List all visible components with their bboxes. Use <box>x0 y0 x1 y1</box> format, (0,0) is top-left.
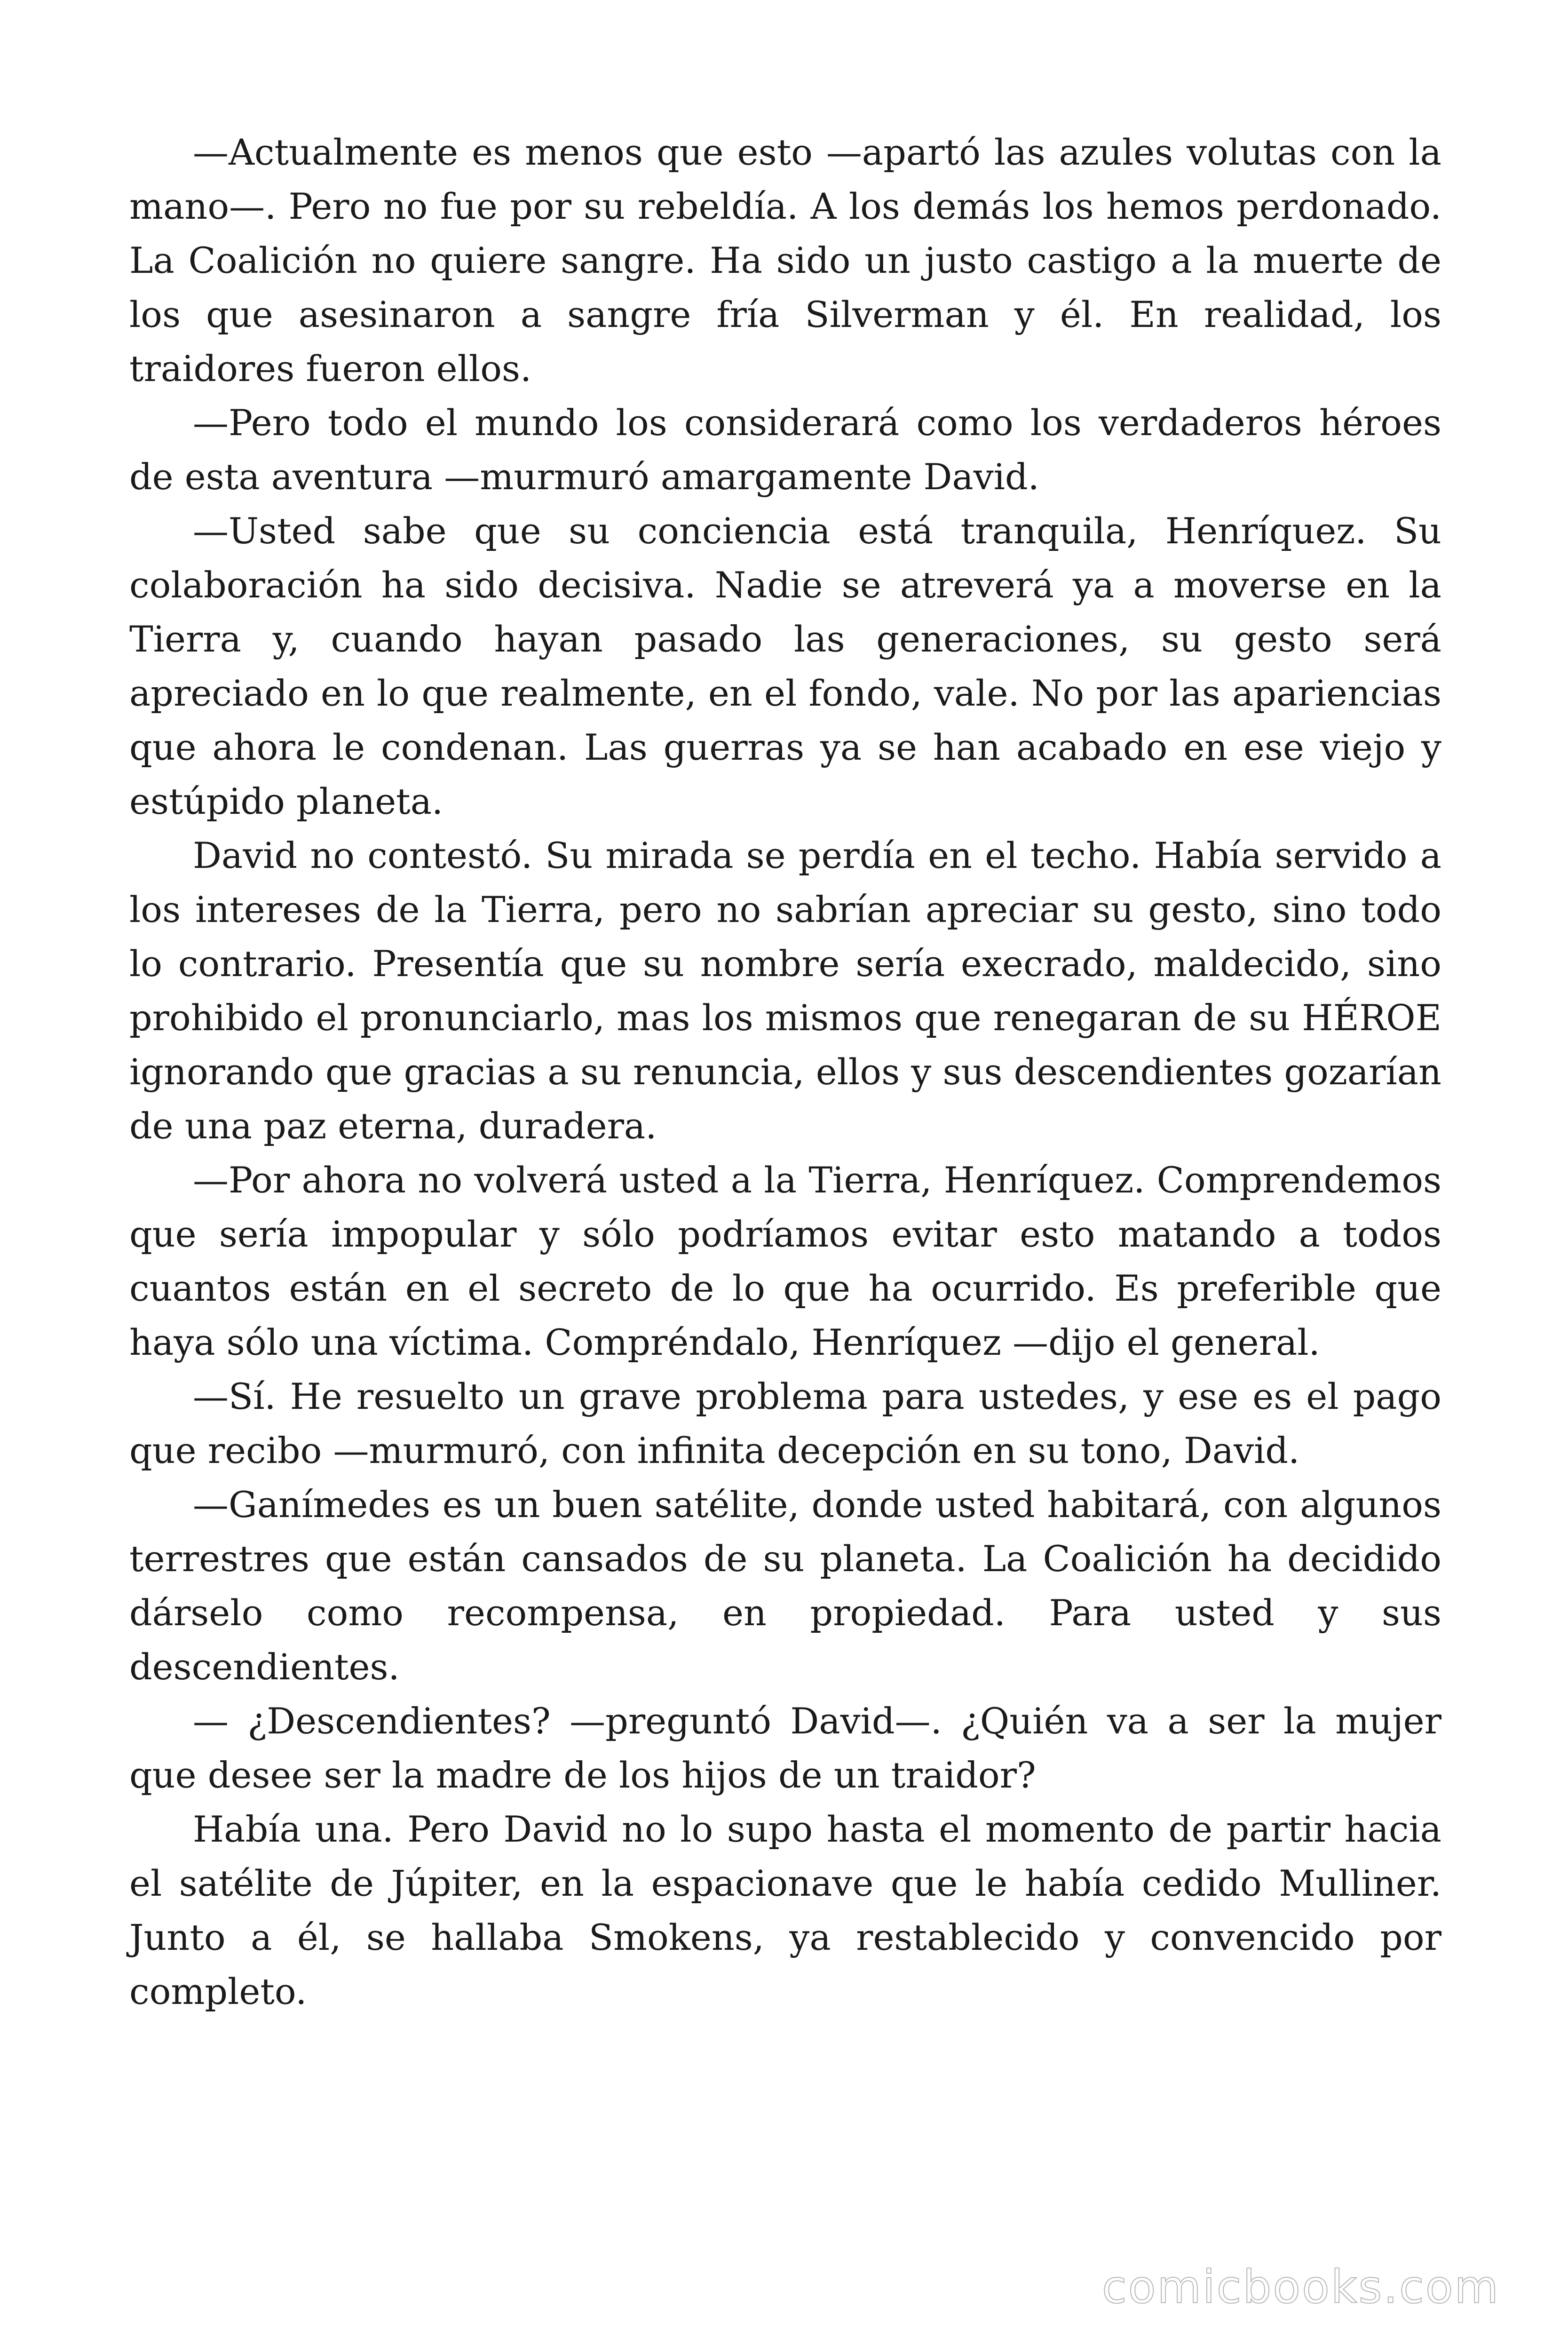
paragraph: —Sí. He resuelto un grave problema para ustedes, y ese es el pago que recibo —murmuró, con infinita decepción en su tono, David. <box>129 1375 1441 1471</box>
book-page-text <box>129 125 1441 2018</box>
watermark: comicbooks.com <box>1101 2261 1500 2313</box>
paragraph: Había una. Pero David no lo supo hasta el momento de partir hacia el satélite de Júpiter, en la espacionave que le había cedido Mulliner. Junto a él, se hallaba Smokens, ya restablecido y convencido por completo. <box>129 1808 1441 2012</box>
paragraph: —Actualmente es menos que esto —apartó las azules volutas con la mano—. Pero no fue por su rebeldía. A los demás los hemos perdonado. La Coalición no quiere sangre. Ha sido un justo castigo a la muerte de los que asesinaron a sangre fría Silverman y él. En realidad, los traidores fueron ellos. <box>129 131 1441 389</box>
paragraph: David no contestó. Su mirada se perdía en el techo. Había servido a los intereses de la Tierra, pero no sabrían apreciar su gesto, sino todo lo contrario. Presentía que su nombre sería execrado, maldecido, sino prohibido el pronunciarlo, mas los mismos que renegaran de su HÉROE ignorando que gracias a su renuncia, ellos y sus descendientes gozarían de una paz eterna, duradera. <box>129 834 1441 1147</box>
paragraph: —Ganímedes es un buen satélite, donde usted habitará, con algunos terrestres que están cansados de su planeta. La Coalición ha decidido dárselo como recompensa, en propiedad. Para usted y sus descendientes. <box>129 1484 1441 1688</box>
paragraph: —Usted sabe que su conciencia está tranquila, Henríquez. Su colaboración ha sido decisiva. Nadie se atreverá ya a moverse en la Tierra y, cuando hayan pasado las generaciones, su gesto será apreciado en lo que realmente, en el fondo, vale. No por las apariencias que ahora le condenan. Las guerras ya se han acabado en ese viejo y estúpido planeta. <box>129 510 1441 822</box>
paragraph: —Pero todo el mundo los considerará como los verdaderos héroes de esta aventura —murmuró amargamente David. <box>129 402 1441 498</box>
paragraph: — ¿Descendientes? —preguntó David—. ¿Quién va a ser la mujer que desee ser la madre de los hijos de un traidor? <box>129 1700 1441 1796</box>
paragraph: —Por ahora no volverá usted a la Tierra, Henríquez. Comprendemos que sería impopular y sólo podríamos evitar esto matando a todos cuantos están en el secreto de lo que ha ocurrido. Es preferible que haya sólo una víctima. Compréndalo, Henríquez —dijo el general. <box>129 1159 1441 1363</box>
